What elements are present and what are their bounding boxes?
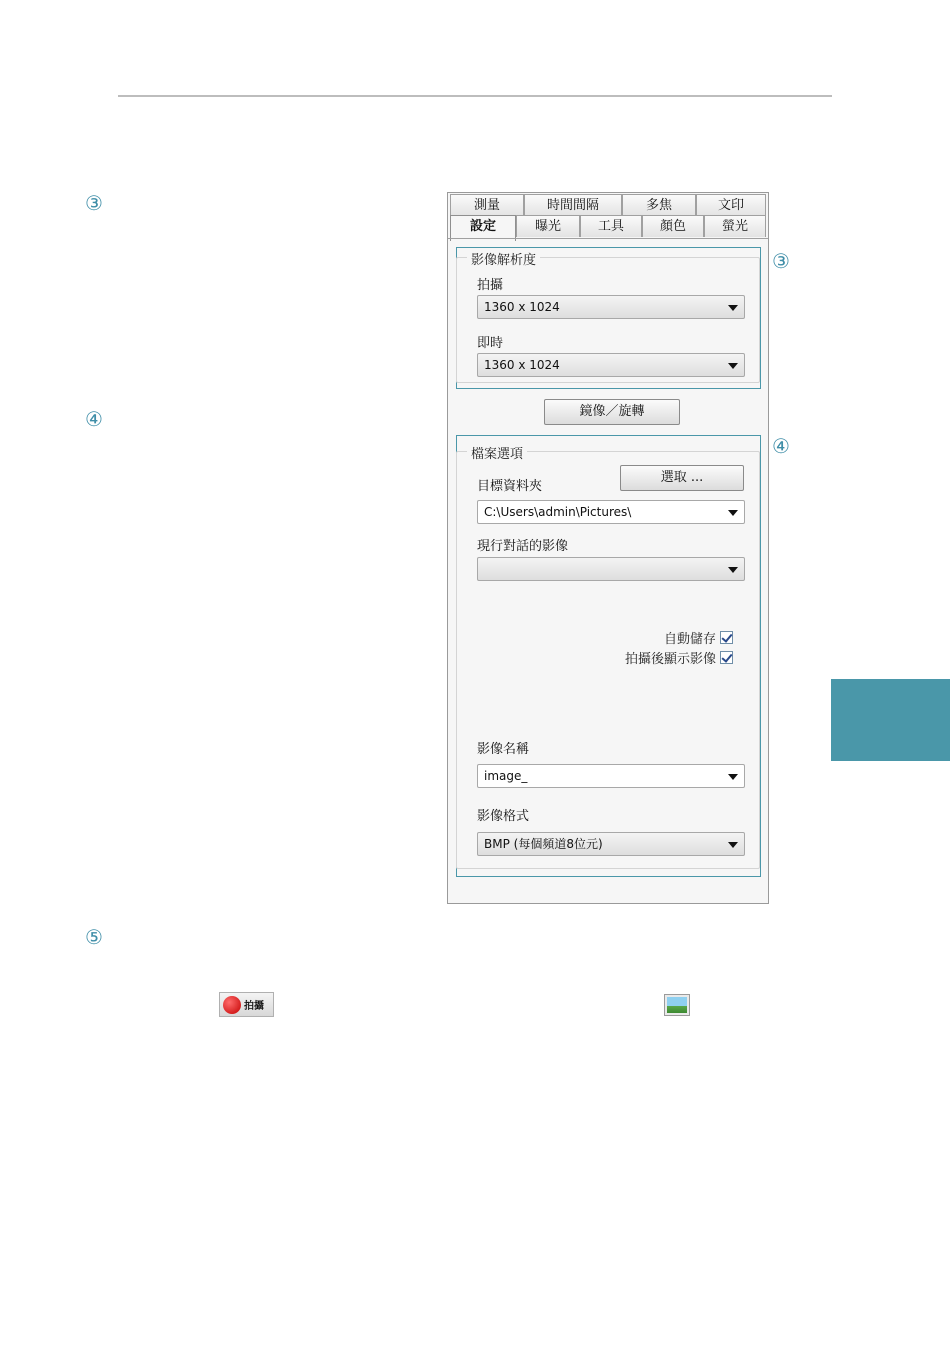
tab-print[interactable]: 文印: [696, 194, 766, 216]
capture-resolution-value: 1360 x 1024: [484, 300, 560, 314]
auto-save-label: 自動儲存: [663, 632, 716, 647]
image-format-select[interactable]: [477, 832, 745, 856]
target-folder-select[interactable]: [477, 500, 745, 524]
live-resolution-label: 即時: [477, 336, 504, 351]
chevron-down-icon: [728, 305, 738, 311]
chevron-down-icon: [728, 774, 738, 780]
tab-tools[interactable]: 工具: [580, 215, 642, 237]
header-rule: [118, 95, 832, 97]
capture-button-label: 拍攝: [244, 1001, 264, 1012]
capture-button-icon: [219, 992, 274, 1017]
file-options-group: [456, 447, 760, 869]
show-after-capture-row: [625, 648, 733, 667]
step-marker-5: ⑤: [85, 925, 103, 949]
chevron-down-icon: [728, 510, 738, 516]
tab-color[interactable]: 顏色: [642, 215, 704, 237]
tab-measure[interactable]: 測量: [450, 194, 524, 216]
show-after-capture-checkbox[interactable]: [720, 651, 733, 664]
capture-resolution-select[interactable]: [477, 295, 745, 319]
tab-fluorescence[interactable]: 螢光: [704, 215, 766, 237]
tab-exposure[interactable]: 曝光: [516, 215, 580, 237]
capture-resolution-label: 拍攝: [477, 278, 504, 293]
session-images-label: 現行對話的影像: [477, 539, 569, 554]
auto-save-row: [664, 628, 733, 647]
image-name-select[interactable]: [477, 764, 745, 788]
image-name-value: image_: [484, 769, 528, 783]
chevron-down-icon: [728, 567, 738, 573]
auto-save-checkbox[interactable]: [720, 631, 733, 644]
chapter-side-tab: [831, 679, 950, 761]
callout-marker-3: ③: [772, 249, 790, 273]
tab-settings[interactable]: 設定: [450, 215, 516, 241]
live-resolution-select[interactable]: [477, 353, 745, 377]
step-marker-3: ③: [85, 191, 103, 215]
tab-baseline: [448, 238, 768, 239]
settings-panel: [447, 192, 769, 904]
show-after-capture-label: 拍攝後顯示影像: [624, 652, 716, 667]
landscape-thumbnail: [667, 997, 687, 1013]
resolution-group-title: 影像解析度: [467, 249, 540, 268]
step-marker-4: ④: [85, 407, 103, 431]
image-icon: [664, 994, 690, 1016]
file-options-title: 檔案選項: [467, 443, 527, 462]
target-folder-value: C:\Users\admin\Pictures\: [484, 505, 632, 519]
mirror-rotate-button[interactable]: 鏡像／旋轉: [544, 399, 680, 425]
resolution-group: [456, 253, 760, 383]
image-name-label: 影像名稱: [477, 742, 530, 757]
chevron-down-icon: [728, 363, 738, 369]
chevron-down-icon: [728, 842, 738, 848]
tab-time-interval[interactable]: 時間間隔: [524, 194, 622, 216]
live-resolution-value: 1360 x 1024: [484, 358, 560, 372]
target-folder-label: 目標資料夾: [477, 479, 543, 494]
select-folder-button[interactable]: 選取 ...: [620, 465, 744, 491]
callout-marker-4: ④: [772, 434, 790, 458]
session-images-select[interactable]: [477, 557, 745, 581]
image-format-label: 影像格式: [477, 809, 530, 824]
image-format-value: BMP (每個頻道8位元): [484, 837, 603, 851]
tab-multi-focus[interactable]: 多焦: [622, 194, 696, 216]
tab-row-back: [450, 194, 766, 216]
record-icon: [223, 996, 241, 1014]
